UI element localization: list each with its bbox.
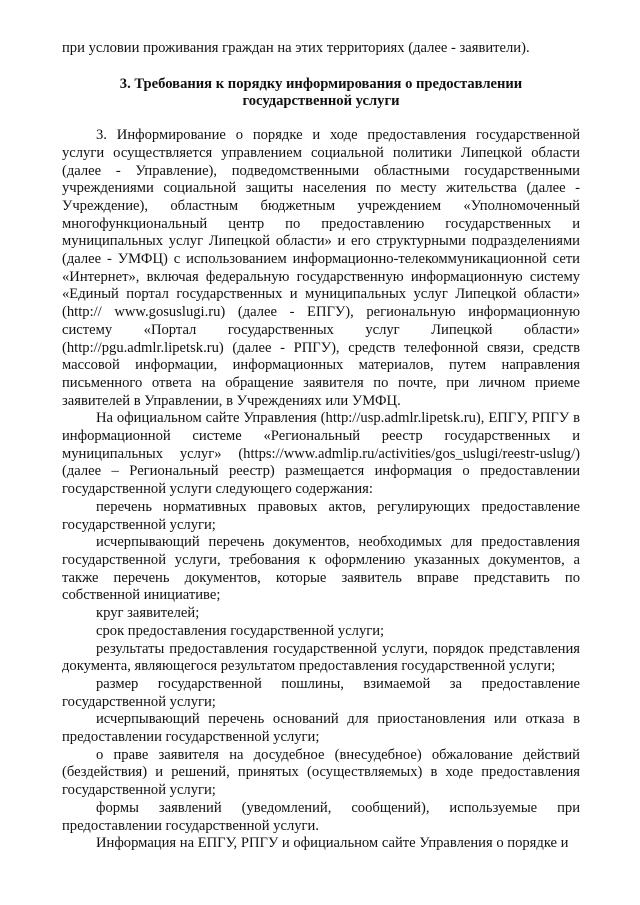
paragraph-official-site: На официальном сайте Управления (http://usp.admlr.lipetsk.ru), ЕПГУ, РПГУ в информационной системе «Региональный реестр государственных и муниципальных услуг» (https://www.admlip.ru/activities/gos_uslugi/reestr-uslug/) (далее – Региональный реестр) размещается информация о предоставлении государственной услуги следующего содержания: — [62, 410, 580, 498]
list-item-term: срок предоставления государственной услуги; — [96, 622, 385, 639]
continuation-text: при условии проживания граждан на этих территориях (далее - заявители). — [62, 40, 530, 56]
list-item-forms: формы заявлений (уведомлений, сообщений), используемые при предоставлении государственной услуги. — [62, 799, 580, 834]
list-item-normative-acts: перечень нормативных правовых актов, регулирующих предоставление государственной услуги; — [62, 498, 580, 533]
list-item-documents: исчерпывающий перечень документов, необходимых для предоставления государственной услуги, требования к оформлению указанных документов, а также перечень документов, которые заявитель вправе представить по собственной инициативе; — [62, 534, 580, 604]
paragraph-info-continued: Информация на ЕПГУ, РПГУ и официальном сайте Управления о порядке и — [96, 835, 569, 852]
list-item-results: результаты предоставления государственной услуги, порядок представления документа, являющегося результатом предоставления государственной услуги; — [62, 640, 580, 675]
list-item-fee: размер государственной пошлины, взимаемой за предоставление государственной услуги; — [62, 675, 580, 710]
paragraph-informing: 3. Информирование о порядке и ходе предоставления государственной услуги осуществляется управлением социальной политики Липецкой области (далее - Управление), подведомственными областными государственными учреждениями социальной защиты населения по месту жительства (далее - Учреждение), областным бюджетным учреждением «Уполномоченный многофункциональный центр по предоставлению государственных и муниципальных услуг Липецкой области» и его структурными подразделениями (далее - УМФЦ) с использованием информационно-телекоммуникационной сети «Интернет», включая федеральную государственную информационную систему «Единый портал государственных и муниципальных услуг Липецкой области» (http:// www.gosuslugi.ru) (далее - ЕПГУ), региональную информационную систему «Портал государственных услуг Липецкой области» (http://pgu.admlr.lipetsk.ru) (далее - РПГУ), средств телефонной связи, средств массовой информации, информационных материалов, путем направления письменного ответа на обращение заявителя по почте, при личном приеме заявителей в Управлении, в Учреждениях или УМФЦ. — [62, 127, 580, 409]
list-item-appeal: о праве заявителя на досудебное (внесудебное) обжалование действий (бездействия) и решений, принятых (осуществляемых) в ходе предоставления государственной услуги; — [62, 746, 580, 799]
list-item-applicants: круг заявителей; — [96, 605, 200, 622]
section-heading: 3. Требования к порядку информирования о предоставлении государственной услуги — [119, 75, 523, 110]
list-item-refusal-grounds: исчерпывающий перечень оснований для приостановления или отказа в предоставлении государственной услуги; — [62, 711, 580, 746]
